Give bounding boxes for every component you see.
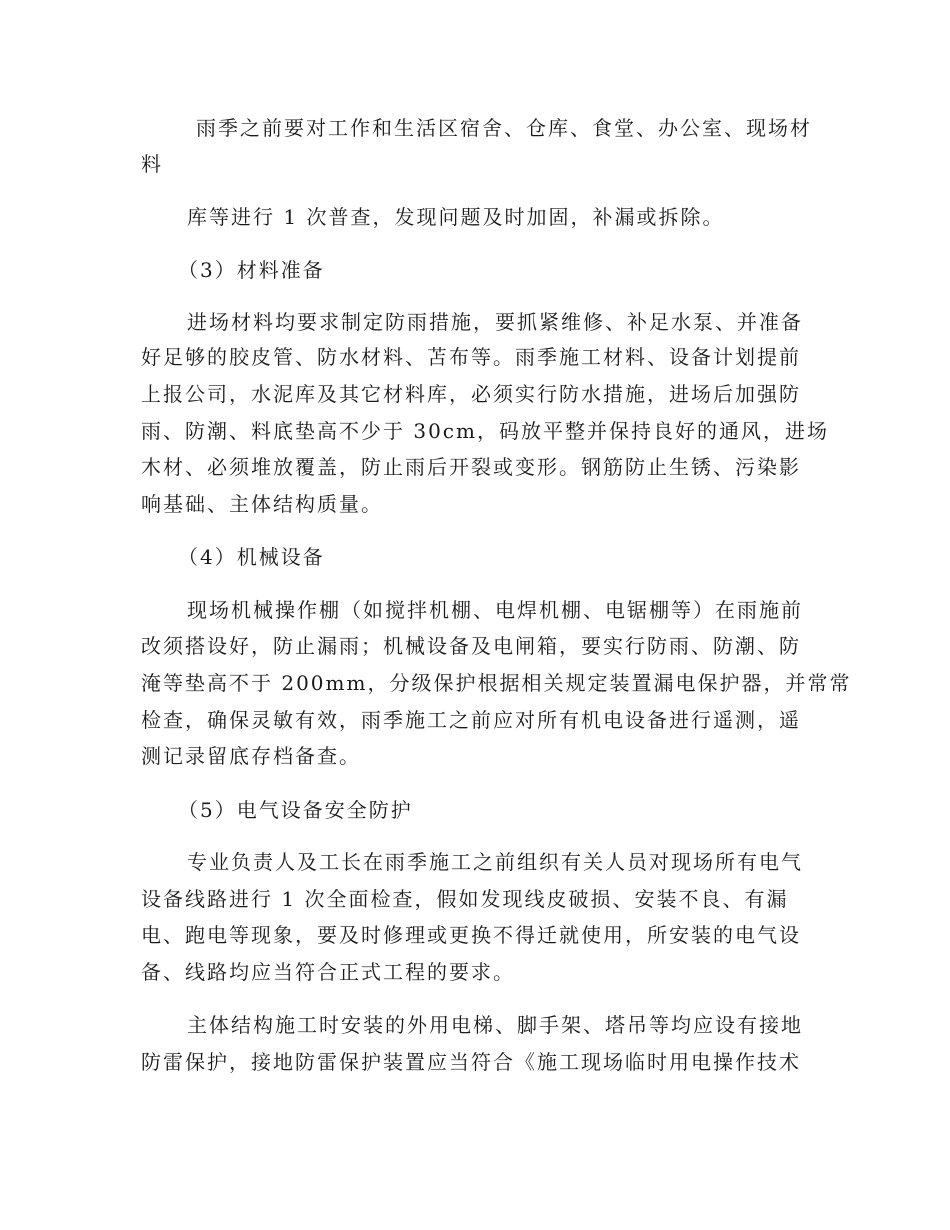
text-line: 上报公司，水泥库及其它材料库，必须实行防水措施，进场后加强防: [141, 382, 801, 406]
section-heading: （5）电气设备安全防护: [178, 798, 413, 822]
text-line: 料: [141, 152, 163, 176]
text-line: 响基础、主体结构质量。: [141, 492, 383, 516]
text-line: 木材、必须堆放覆盖，防止雨后开裂或变形。钢筋防止生锈、污染影: [141, 455, 801, 479]
text-line: 改须搭设好，防止漏雨；机械设备及电闸箱，要实行防雨、防潮、防: [141, 634, 801, 658]
text-line: 备、线路均应当符合正式工程的要求。: [141, 960, 515, 984]
text-line: 主体结构施工时安装的外用电梯、脚手架、塔吊等均应设有接地: [187, 1013, 803, 1037]
text-line: 淹等垫高不于 200mm，分级保护根据相关规定装置漏电保护器，并常常: [141, 671, 852, 695]
text-line: 电、跑电等现象，要及时修理或更换不得迁就使用，所安装的电气设: [141, 923, 801, 947]
section-heading: （3）材料准备: [178, 258, 325, 282]
text-line: 库等进行 1 次普查，发现问题及时加固，补漏或拆除。: [187, 205, 725, 229]
section-heading: （4）机械设备: [178, 545, 325, 569]
text-line: 检查，确保灵敏有效，雨季施工之前应对所有机电设备进行遥测，遥: [141, 708, 801, 732]
text-line: 专业负责人及工长在雨季施工之前组织有关人员对现场所有电气: [187, 850, 803, 874]
text-line: 防雷保护，接地防雷保护装置应当符合《施工现场临时用电操作技术: [141, 1050, 801, 1074]
text-line: 进场材料均要求制定防雨措施，要抓紧维修、补足水泵、并准备: [187, 310, 803, 334]
text-line: 雨、防潮、料底垫高不少于 30cm，码放平整并保持良好的通风，进场: [141, 419, 829, 443]
text-line: 测记录留底存档备查。: [141, 744, 361, 768]
text-line: 雨季之前要对工作和生活区宿舍、仓库、食堂、办公室、现场材: [196, 116, 812, 140]
text-line: 设备线路进行 1 次全面检查，假如发现线皮破损、安装不良、有漏: [141, 887, 789, 911]
text-line: 好足够的胶皮管、防水材料、苫布等。雨季施工材料、设备计划提前: [141, 345, 801, 369]
text-line: 现场机械操作棚（如搅拌机棚、电焊机棚、电锯棚等）在雨施前: [187, 598, 803, 622]
